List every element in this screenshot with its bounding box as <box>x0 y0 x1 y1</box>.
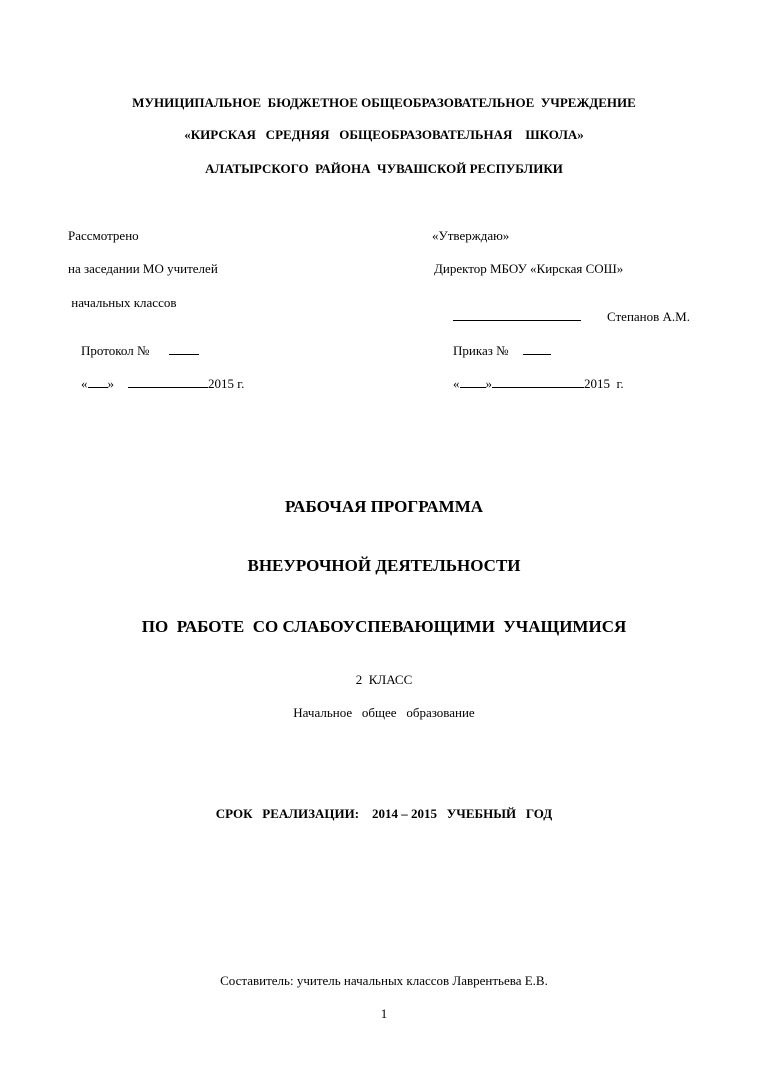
right-date-year: 2015 г. <box>584 376 624 391</box>
title-line-1: РАБОЧАЯ ПРОГРАММА <box>284 497 484 516</box>
director-label: Директор МБОУ «Кирская СОШ» <box>434 261 624 276</box>
right-date-line <box>440 363 624 403</box>
page-number: 1 <box>380 1006 388 1021</box>
left-date-year: 2015 г. <box>208 376 245 391</box>
mo-meeting-label: на заседании МО учителей <box>68 261 218 276</box>
education-level: Начальное общее образование <box>293 705 475 720</box>
left-date-month-blank <box>128 376 208 388</box>
left-date-day-blank <box>88 376 108 388</box>
right-date-month-blank <box>492 376 584 388</box>
grade-label: 2 КЛАСС <box>355 672 413 687</box>
protocol-label: Протокол № <box>81 343 150 358</box>
protocol-number-blank <box>169 343 199 355</box>
primary-classes-label: начальных классов <box>68 295 177 310</box>
right-date-day-blank <box>460 376 486 388</box>
author-line: Составитель: учитель начальных классов Лаврентьева Е.В. <box>220 973 548 988</box>
left-date-line <box>68 363 244 403</box>
reviewed-label: Рассмотрено <box>68 228 139 243</box>
order-label: Приказ № <box>453 343 509 358</box>
right-date-mid-quote: » <box>485 376 492 391</box>
header-line-3: АЛАТЫРСКОГО РАЙОНА ЧУВАШСКОЙ РЕСПУБЛИКИ <box>205 161 563 176</box>
director-name: Степанов А.М. <box>607 309 690 324</box>
header-line-1: МУНИЦИПАЛЬНОЕ БЮДЖЕТНОЕ ОБЩЕОБРАЗОВАТЕЛЬНОЕ УЧРЕЖДЕНИЕ <box>132 95 636 110</box>
title-line-2: ВНЕУРОЧНОЙ ДЕЯТЕЛЬНОСТИ <box>247 556 521 575</box>
title-line-3: ПО РАБОТЕ СО СЛАБОУСПЕВАЮЩИМИ УЧАЩИМИСЯ <box>141 617 627 636</box>
header-line-2: «КИРСКАЯ СРЕДНЯЯ ОБЩЕОБРАЗОВАТЕЛЬНАЯ ШКОЛА» <box>184 127 584 142</box>
left-date-open-quote: « <box>81 376 88 391</box>
director-signature-blank <box>453 309 581 321</box>
left-date-close-quote: » <box>107 376 114 391</box>
implementation-term: СРОК РЕАЛИЗАЦИИ: 2014 – 2015 УЧЕБНЫЙ ГОД <box>215 806 553 821</box>
right-date-open-quote: « <box>453 376 460 391</box>
order-number-blank <box>523 343 551 355</box>
approve-label: «Утверждаю» <box>432 228 510 243</box>
